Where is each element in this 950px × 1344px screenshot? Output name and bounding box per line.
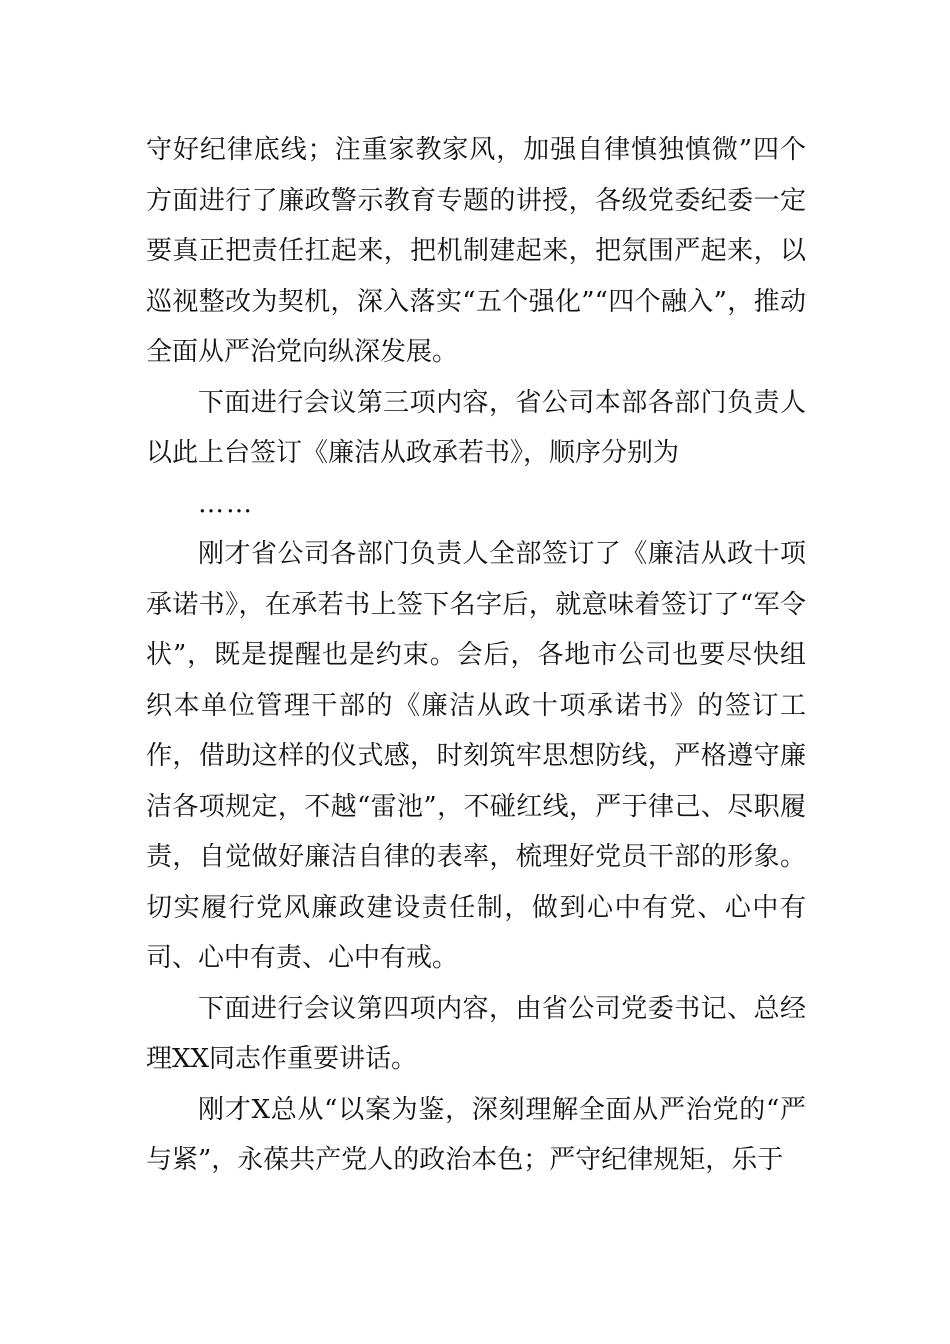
document-body: [146, 125, 806, 1186]
paragraph-signing-summary: 刚才省公司各部门负责人全部签订了《廉洁从政十项承诺书》，在承若书上签下名字后，就意味着签订了“军令状”，既是提醒也是约束。会后，各地市公司也要尽快组织本单位管理干部的《廉洁从政十项承诺书》的签订工作，借助这样的仪式感，时刻筑牢思想防线，严格遵守廉洁各项规定，不越“雷池”，不碰红线，严于律己、尽职履责，自觉做好廉洁自律的表率，梳理好党员干部的形象。切实履行党风廉政建设责任制，做到心中有党、心中有司、心中有责、心中有戒。: [146, 539, 806, 973]
paragraph-fourth-item: 下面进行会议第四项内容，由省公司党委书记、总经理XX同志作重要讲话。: [146, 993, 806, 1074]
paragraph-ellipsis: ……: [198, 488, 254, 519]
paragraph-continuation: 守好纪律底线；注重家教家风，加强自律慎独慎微”四个方面进行了廉政警示教育专题的讲授，各级党委纪委一定要真正把责任扛起来，把机制建起来，把氛围严起来，以巡视整改为契机，深入落实“五个强化”“四个融入”，推动全面从严治党向纵深发展。: [146, 135, 806, 367]
paragraph-speech-summary: 刚才X总从“以案为鉴，深刻理解全面从严治党的“严与紧”，永葆共产党人的政治本色；严守纪律规矩，乐于: [146, 1094, 806, 1175]
paragraph-third-item: 下面进行会议第三项内容，省公司本部各部门负责人以此上台签订《廉洁从政承若书》，顺序分别为: [146, 387, 806, 468]
